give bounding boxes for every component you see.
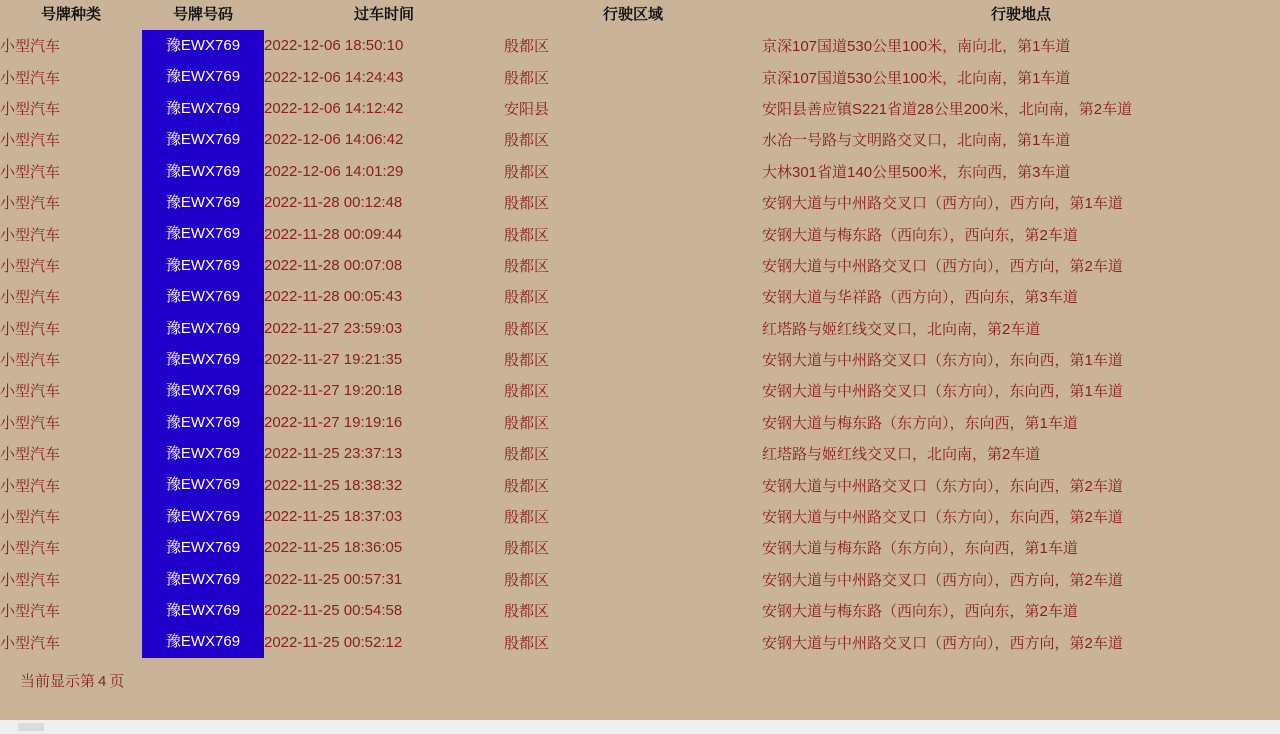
table-row[interactable] [0,156,1280,187]
cell-area: 殷都区 [504,289,550,307]
plate-badge[interactable]: 豫EWX769 [142,469,264,500]
plate-badge[interactable]: 豫EWX769 [142,501,264,532]
cell-plate-type: 小型汽车 [0,320,61,338]
cell-pass-time: 2022-11-27 19:20:18 [264,382,403,400]
cell-plate-type: 小型汽车 [0,100,61,118]
table-body [0,30,1280,658]
table-row[interactable] [0,187,1280,218]
table-row[interactable] [0,532,1280,563]
cell-location: 安阳县善应镇S221省道28公里200米，北向南，第2车道 [762,100,1133,118]
cell-plate-type: 小型汽车 [0,132,61,150]
cell-plate-type: 小型汽车 [0,540,61,558]
cell-area: 殷都区 [504,634,550,652]
cell-area: 殷都区 [504,414,550,432]
cell-plate-type: 小型汽车 [0,69,61,87]
bottom-status-strip [0,720,1280,734]
table-row[interactable] [0,375,1280,406]
plate-badge[interactable]: 豫EWX769 [142,438,264,469]
cell-plate-type: 小型汽车 [0,226,61,244]
plate-badge[interactable]: 豫EWX769 [142,313,264,344]
plate-badge[interactable]: 豫EWX769 [142,250,264,281]
pagination-current-page: 4 [98,672,107,690]
cell-area: 殷都区 [504,571,550,589]
table-row[interactable] [0,61,1280,92]
table-row[interactable] [0,438,1280,469]
pagination-status [0,658,1280,691]
cell-plate-type: 小型汽车 [0,257,61,275]
cell-area: 殷都区 [504,163,550,181]
cell-plate-number [142,407,264,438]
cell-plate-number [142,469,264,500]
cell-location: 安钢大道与中州路交叉口（东方向），东向西，第1车道 [762,383,1123,401]
cell-pass-time: 2022-11-25 00:57:31 [264,570,403,588]
table-row[interactable] [0,344,1280,375]
plate-badge[interactable]: 豫EWX769 [142,375,264,406]
table-row[interactable] [0,595,1280,626]
cell-area: 殷都区 [504,132,550,150]
plate-badge[interactable]: 豫EWX769 [142,281,264,312]
plate-badge[interactable]: 豫EWX769 [142,218,264,249]
cell-area: 殷都区 [504,69,550,87]
cell-plate-number [142,250,264,281]
table-row[interactable] [0,30,1280,61]
cell-plate-type: 小型汽车 [0,383,61,401]
cell-area: 殷都区 [504,446,550,464]
plate-badge[interactable]: 豫EWX769 [142,407,264,438]
cell-area: 殷都区 [504,320,550,338]
cell-pass-time: 2022-12-06 14:24:43 [264,68,404,86]
cell-location: 安钢大道与梅东路（东方向），东向西，第1车道 [762,414,1078,432]
cell-pass-time: 2022-11-28 00:09:44 [264,225,403,243]
table-row[interactable] [0,407,1280,438]
cell-plate-number [142,501,264,532]
cell-plate-type: 小型汽车 [0,477,61,495]
pagination-prefix: 当前显示第 [20,672,96,690]
cell-area: 殷都区 [504,257,550,275]
table-row[interactable] [0,281,1280,312]
cell-area: 安阳县 [504,100,550,118]
cell-area: 殷都区 [504,226,550,244]
cell-pass-time: 2022-11-25 00:52:12 [264,633,403,651]
table-row[interactable] [0,469,1280,500]
cell-plate-number [142,375,264,406]
plate-badge[interactable]: 豫EWX769 [142,93,264,124]
column-header-plate-number: 号牌号码 [172,6,233,23]
cell-plate-type: 小型汽车 [0,634,61,652]
cell-area: 殷都区 [504,38,550,56]
cell-location: 京深107国道530公里100米，南向北，第1车道 [762,38,1071,56]
pagination-suffix: 页 [109,672,125,690]
cell-pass-time: 2022-12-06 14:06:42 [264,131,404,149]
cell-pass-time: 2022-11-25 18:36:05 [264,539,403,557]
cell-plate-type: 小型汽车 [0,446,61,464]
cell-location: 安钢大道与中州路交叉口（东方向），东向西，第1车道 [762,352,1123,370]
cell-location: 安钢大道与梅东路（西向东），西向东，第2车道 [762,226,1078,244]
cell-plate-number [142,61,264,92]
cell-location: 大林301省道140公里500米，东向西，第3车道 [762,163,1071,181]
table-row[interactable] [0,313,1280,344]
cell-plate-number [142,344,264,375]
cell-pass-time: 2022-11-28 00:12:48 [264,194,403,212]
plate-badge[interactable]: 豫EWX769 [142,564,264,595]
cell-plate-type: 小型汽车 [0,414,61,432]
cell-plate-type: 小型汽车 [0,509,61,527]
cell-plate-type: 小型汽车 [0,603,61,621]
table-row[interactable] [0,218,1280,249]
cell-area: 殷都区 [504,540,550,558]
cell-plate-type: 小型汽车 [0,163,61,181]
plate-badge[interactable]: 豫EWX769 [142,156,264,187]
cell-area: 殷都区 [504,603,550,621]
cell-location: 红塔路与姬红线交叉口，北向南，第2车道 [762,320,1041,338]
cell-plate-type: 小型汽车 [0,289,61,307]
cell-pass-time: 2022-11-25 18:37:03 [264,508,403,526]
table-row[interactable] [0,501,1280,532]
plate-badge[interactable]: 豫EWX769 [142,30,264,61]
cell-pass-time: 2022-11-28 00:07:08 [264,256,403,274]
cell-plate-number [142,124,264,155]
cell-location: 安钢大道与中州路交叉口（西方向），西方向，第2车道 [762,257,1123,275]
plate-badge[interactable]: 豫EWX769 [142,124,264,155]
table-header-row [0,0,1280,30]
cell-plate-number [142,93,264,124]
cell-location: 安钢大道与中州路交叉口（西方向），西方向，第2车道 [762,634,1123,652]
table-row[interactable] [0,124,1280,155]
plate-badge[interactable]: 豫EWX769 [142,187,264,218]
table-row[interactable] [0,93,1280,124]
plate-badge[interactable]: 豫EWX769 [142,595,264,626]
cell-pass-time: 2022-12-06 14:01:29 [264,162,404,180]
cell-plate-type: 小型汽车 [0,38,61,56]
cell-plate-type: 小型汽车 [0,195,61,213]
cell-plate-number [142,187,264,218]
cell-plate-number [142,564,264,595]
cell-pass-time: 2022-11-27 19:19:16 [264,413,403,431]
cell-location: 水冶一号路与文明路交叉口，北向南，第1车道 [762,132,1071,150]
plate-badge[interactable]: 豫EWX769 [142,532,264,563]
cell-plate-number [142,281,264,312]
cell-plate-number [142,595,264,626]
table-row[interactable] [0,250,1280,281]
column-header-location: 行驶地点 [990,6,1051,23]
cell-area: 殷都区 [504,195,550,213]
column-header-plate-type: 号牌种类 [40,6,101,23]
cell-plate-number [142,156,264,187]
column-header-pass-time: 过车时间 [353,6,414,23]
cell-plate-number [142,218,264,249]
table-header [0,0,1280,30]
cell-plate-type: 小型汽车 [0,352,61,370]
cell-plate-number [142,626,264,657]
cell-area: 殷都区 [504,509,550,527]
plate-badge[interactable]: 豫EWX769 [142,61,264,92]
cell-pass-time: 2022-11-25 23:37:13 [264,445,403,463]
cell-pass-time: 2022-12-06 14:12:42 [264,99,404,117]
cell-area: 殷都区 [504,477,550,495]
cell-location: 安钢大道与华祥路（西方向），西向东，第3车道 [762,289,1078,307]
cell-plate-type: 小型汽车 [0,571,61,589]
table-row[interactable] [0,564,1280,595]
plate-badge[interactable]: 豫EWX769 [142,344,264,375]
cell-area: 殷都区 [504,383,550,401]
cell-plate-number [142,313,264,344]
cell-location: 安钢大道与中州路交叉口（东方向），东向西，第2车道 [762,477,1123,495]
cell-location: 红塔路与姬红线交叉口，北向南，第2车道 [762,446,1041,464]
cell-pass-time: 2022-12-06 18:50:10 [264,37,404,55]
cell-area: 殷都区 [504,352,550,370]
cell-plate-number [142,438,264,469]
cell-pass-time: 2022-11-28 00:05:43 [264,288,403,306]
cell-location: 安钢大道与中州路交叉口（西方向），西方向，第2车道 [762,571,1123,589]
cell-location: 安钢大道与中州路交叉口（东方向），东向西，第2车道 [762,509,1123,527]
cell-location: 京深107国道530公里100米，北向南，第1车道 [762,69,1071,87]
cell-plate-number [142,30,264,61]
cell-plate-number [142,532,264,563]
column-header-area: 行驶区域 [602,6,663,23]
cell-pass-time: 2022-11-25 18:38:32 [264,476,403,494]
cell-location: 安钢大道与中州路交叉口（西方向），西方向，第1车道 [762,195,1123,213]
cell-location: 安钢大道与梅东路（东方向），东向西，第1车道 [762,540,1078,558]
cell-location: 安钢大道与梅东路（西向东），西向东，第2车道 [762,603,1078,621]
cell-pass-time: 2022-11-25 00:54:58 [264,602,403,620]
cell-pass-time: 2022-11-27 19:21:35 [264,351,403,369]
plate-badge[interactable]: 豫EWX769 [142,626,264,657]
cell-pass-time: 2022-11-27 23:59:03 [264,319,403,337]
taskbar-item[interactable] [18,723,44,731]
table-row[interactable] [0,626,1280,657]
